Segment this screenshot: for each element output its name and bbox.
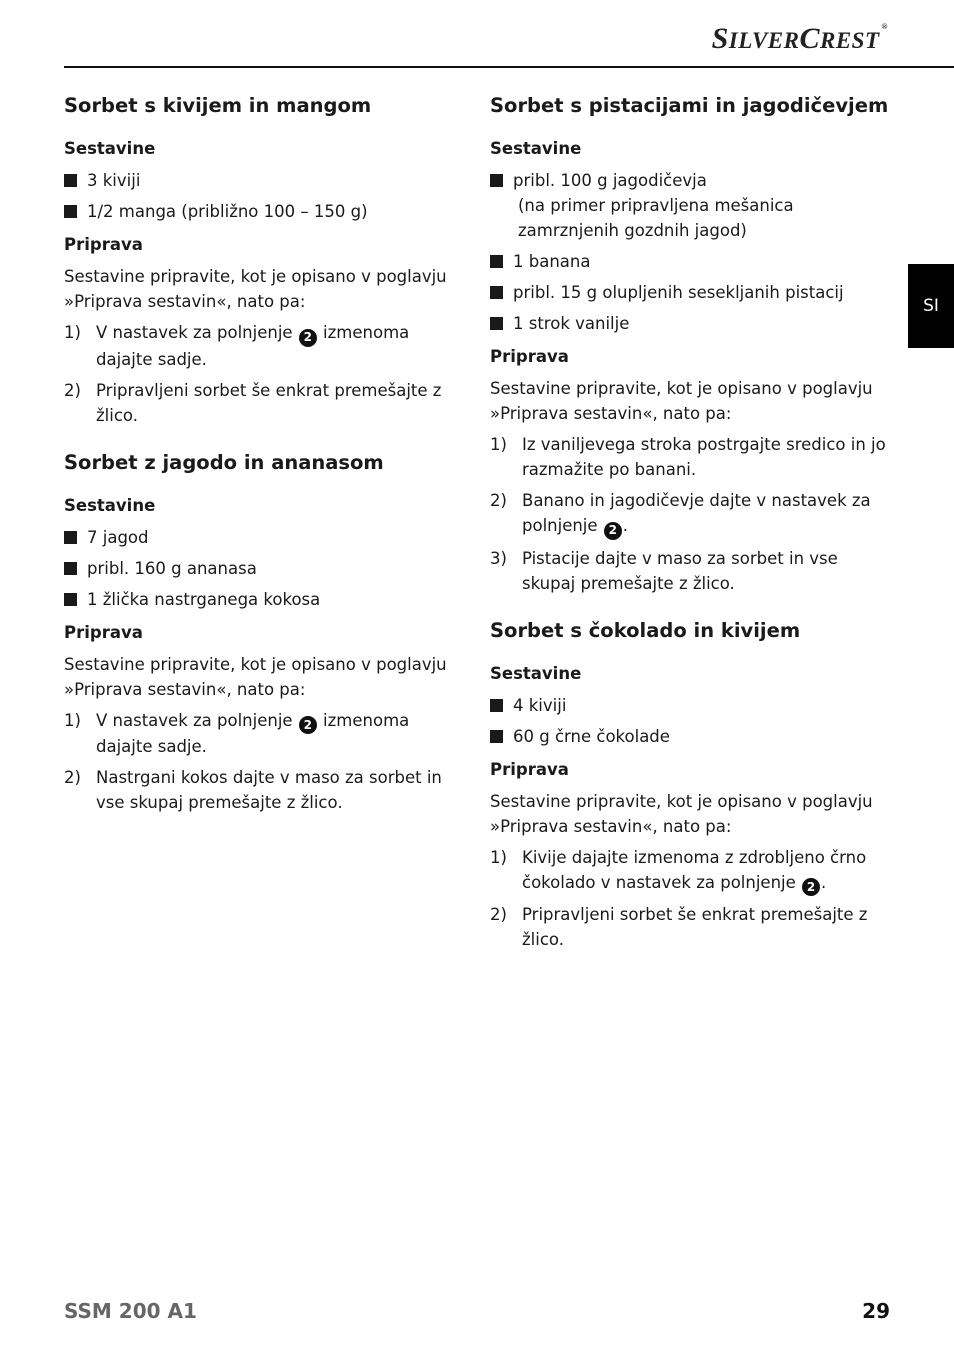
recipe-section <box>64 450 464 816</box>
step-body <box>96 765 464 815</box>
step-text: V nastavek za polnjenje <box>96 323 293 342</box>
ingredient-list <box>490 693 890 749</box>
step-number: 1) <box>490 435 507 454</box>
preparation-intro: Sestavine pripravite, kot je opisano v poglavju »Priprava sestavin«, nato pa: <box>490 791 873 836</box>
step-number: 2) <box>490 491 507 510</box>
step-item <box>64 765 464 815</box>
step-text: Nastrgani kokos dajte v maso za sorbet in vse skupaj premešajte z žlico. <box>96 768 442 812</box>
step-item <box>64 708 464 760</box>
ingredient-body <box>87 525 464 550</box>
recipe-title: Sorbet z jagodo in ananasom <box>64 450 384 474</box>
ingredient-body <box>87 199 464 224</box>
part-number-badge-icon: 2 <box>299 329 317 347</box>
step-item <box>490 432 890 482</box>
ingredient-item <box>490 693 890 718</box>
preparation-intro: Sestavine pripravite, kot je opisano v poglavju »Priprava sestavin«, nato pa: <box>64 267 447 311</box>
step-body <box>96 378 464 428</box>
square-bullet-icon <box>64 531 77 544</box>
ingredient-text: 1 žlička nastrganega kokosa <box>87 589 321 609</box>
part-number-badge-icon: 2 <box>299 716 317 734</box>
page-number: 29 <box>862 1299 890 1323</box>
step-body <box>522 902 890 952</box>
ingredient-text: 60 g črne čokolade <box>513 726 670 746</box>
square-bullet-icon <box>490 286 503 299</box>
step-text-after: . <box>821 872 827 892</box>
step-number: 1) <box>490 847 507 867</box>
recipe-section <box>490 93 890 596</box>
step-text: Banano in jagodičevje dajte v nastavek za polnjenje <box>522 491 871 535</box>
ingredient-text: 1 banana <box>513 252 591 271</box>
square-bullet-icon <box>490 730 503 743</box>
left-column <box>64 93 464 821</box>
recipe-title: Sorbet s pistacijami in jagodičevjem <box>490 94 889 117</box>
part-number-badge-icon: 2 <box>604 522 622 540</box>
step-number: 2) <box>64 380 81 400</box>
step-text: Pistacije dajte v maso za sorbet in vse skupaj premešajte z žlico. <box>522 548 838 593</box>
ingredient-body <box>513 280 890 305</box>
ingredient-text: 7 jagod <box>87 527 149 547</box>
step-number: 1) <box>64 710 81 730</box>
step-text: Kivije dajajte izmenoma z zdrobljeno črno čokolado v nastavek za polnjenje <box>522 847 867 892</box>
ingredient-text: pribl. 100 g jagodičevja <box>513 171 707 190</box>
step-body <box>96 708 464 760</box>
step-number: 1) <box>64 323 81 342</box>
step-text-after: izmenoma dajajte sadje. <box>96 710 410 756</box>
step-number: 2) <box>64 768 81 787</box>
language-tab: SI <box>908 264 954 348</box>
step-item <box>490 488 890 540</box>
square-bullet-icon <box>490 317 503 330</box>
ingredient-body <box>87 556 464 581</box>
preparation-heading: Priprava <box>64 622 143 642</box>
recipe-title: Sorbet s kivijem in mangom <box>64 94 372 117</box>
part-number-badge-icon: 2 <box>802 878 820 896</box>
preparation-intro: Sestavine pripravite, kot je opisano v poglavju »Priprava sestavin«, nato pa: <box>490 379 873 423</box>
ingredient-list <box>490 168 890 336</box>
ingredient-list <box>64 168 464 224</box>
ingredient-item <box>490 168 890 243</box>
step-number: 3) <box>490 548 507 568</box>
step-item <box>64 378 464 428</box>
ingredient-body <box>87 587 464 612</box>
ingredient-item <box>64 587 464 612</box>
step-item <box>490 845 890 897</box>
ingredient-body <box>513 724 890 749</box>
ingredient-item <box>64 525 464 550</box>
square-bullet-icon <box>64 593 77 606</box>
step-body <box>522 488 890 540</box>
ingredients-heading: Sestavine <box>64 495 156 515</box>
square-bullet-icon <box>490 174 503 187</box>
step-text: V nastavek za polnjenje <box>96 710 293 730</box>
ingredient-text: pribl. 15 g olupljenih sesekljanih pistacij <box>513 283 844 302</box>
square-bullet-icon <box>64 562 77 575</box>
preparation-intro: Sestavine pripravite, kot je opisano v poglavju »Priprava sestavin«, nato pa: <box>64 654 447 699</box>
ingredient-item <box>64 199 464 224</box>
step-list <box>64 320 464 428</box>
step-text: Iz vaniljevega stroka postrgajte sredico in jo razmažite po banani. <box>522 435 886 479</box>
ingredients-heading: Sestavine <box>490 139 582 158</box>
step-list <box>490 432 890 596</box>
step-text: Pripravljeni sorbet še enkrat premešajte z žlico. <box>96 380 442 425</box>
step-list <box>490 845 890 953</box>
ingredients-heading: Sestavine <box>64 139 156 158</box>
recipe-section <box>64 93 464 428</box>
ingredient-text: pribl. 160 g ananasa <box>87 558 257 578</box>
silvercrest-logo: SILVERCREST® <box>711 22 888 55</box>
ingredient-item <box>490 724 890 749</box>
ingredient-list <box>64 525 464 612</box>
ingredient-body <box>87 168 464 193</box>
step-text-after: . <box>622 516 629 535</box>
ingredient-item <box>490 280 890 305</box>
step-number: 2) <box>490 905 507 924</box>
ingredient-text: 1/2 manga (približno 100 – 150 g) <box>87 202 368 221</box>
ingredient-text: 4 kiviji <box>513 695 567 715</box>
square-bullet-icon <box>490 255 503 268</box>
recipe-section <box>490 618 890 953</box>
ingredient-text: 3 kiviji <box>87 171 141 190</box>
square-bullet-icon <box>490 699 503 712</box>
square-bullet-icon <box>64 174 77 187</box>
ingredient-item <box>490 311 890 336</box>
ingredient-item <box>64 556 464 581</box>
step-item <box>64 320 464 372</box>
ingredient-item <box>64 168 464 193</box>
step-list <box>64 708 464 816</box>
ingredient-note: (na primer pripravljena mešanica zamrznjenih gozdnih jagod) <box>518 196 794 240</box>
step-body <box>522 432 890 482</box>
recipe-title: Sorbet s čokolado in kivijem <box>490 618 801 642</box>
step-text-after: izmenoma dajajte sadje. <box>96 323 410 369</box>
footer-model: SSM 200 A1 <box>64 1299 197 1323</box>
step-item <box>490 902 890 952</box>
ingredient-text: 1 strok vanilje <box>513 314 630 333</box>
preparation-heading: Priprava <box>64 235 143 254</box>
ingredient-body <box>513 168 890 243</box>
ingredient-body <box>513 693 890 718</box>
step-body <box>96 320 464 372</box>
ingredient-body <box>513 249 890 274</box>
ingredient-item <box>490 249 890 274</box>
right-column <box>490 93 890 958</box>
square-bullet-icon <box>64 205 77 218</box>
header-rule <box>64 66 954 68</box>
ingredient-body <box>513 311 890 336</box>
step-body <box>522 546 890 596</box>
step-text: Pripravljeni sorbet še enkrat premešajte z žlico. <box>522 905 868 949</box>
step-item <box>490 546 890 596</box>
step-body <box>522 845 890 897</box>
ingredients-heading: Sestavine <box>490 663 582 683</box>
preparation-heading: Priprava <box>490 347 569 366</box>
preparation-heading: Priprava <box>490 759 569 779</box>
